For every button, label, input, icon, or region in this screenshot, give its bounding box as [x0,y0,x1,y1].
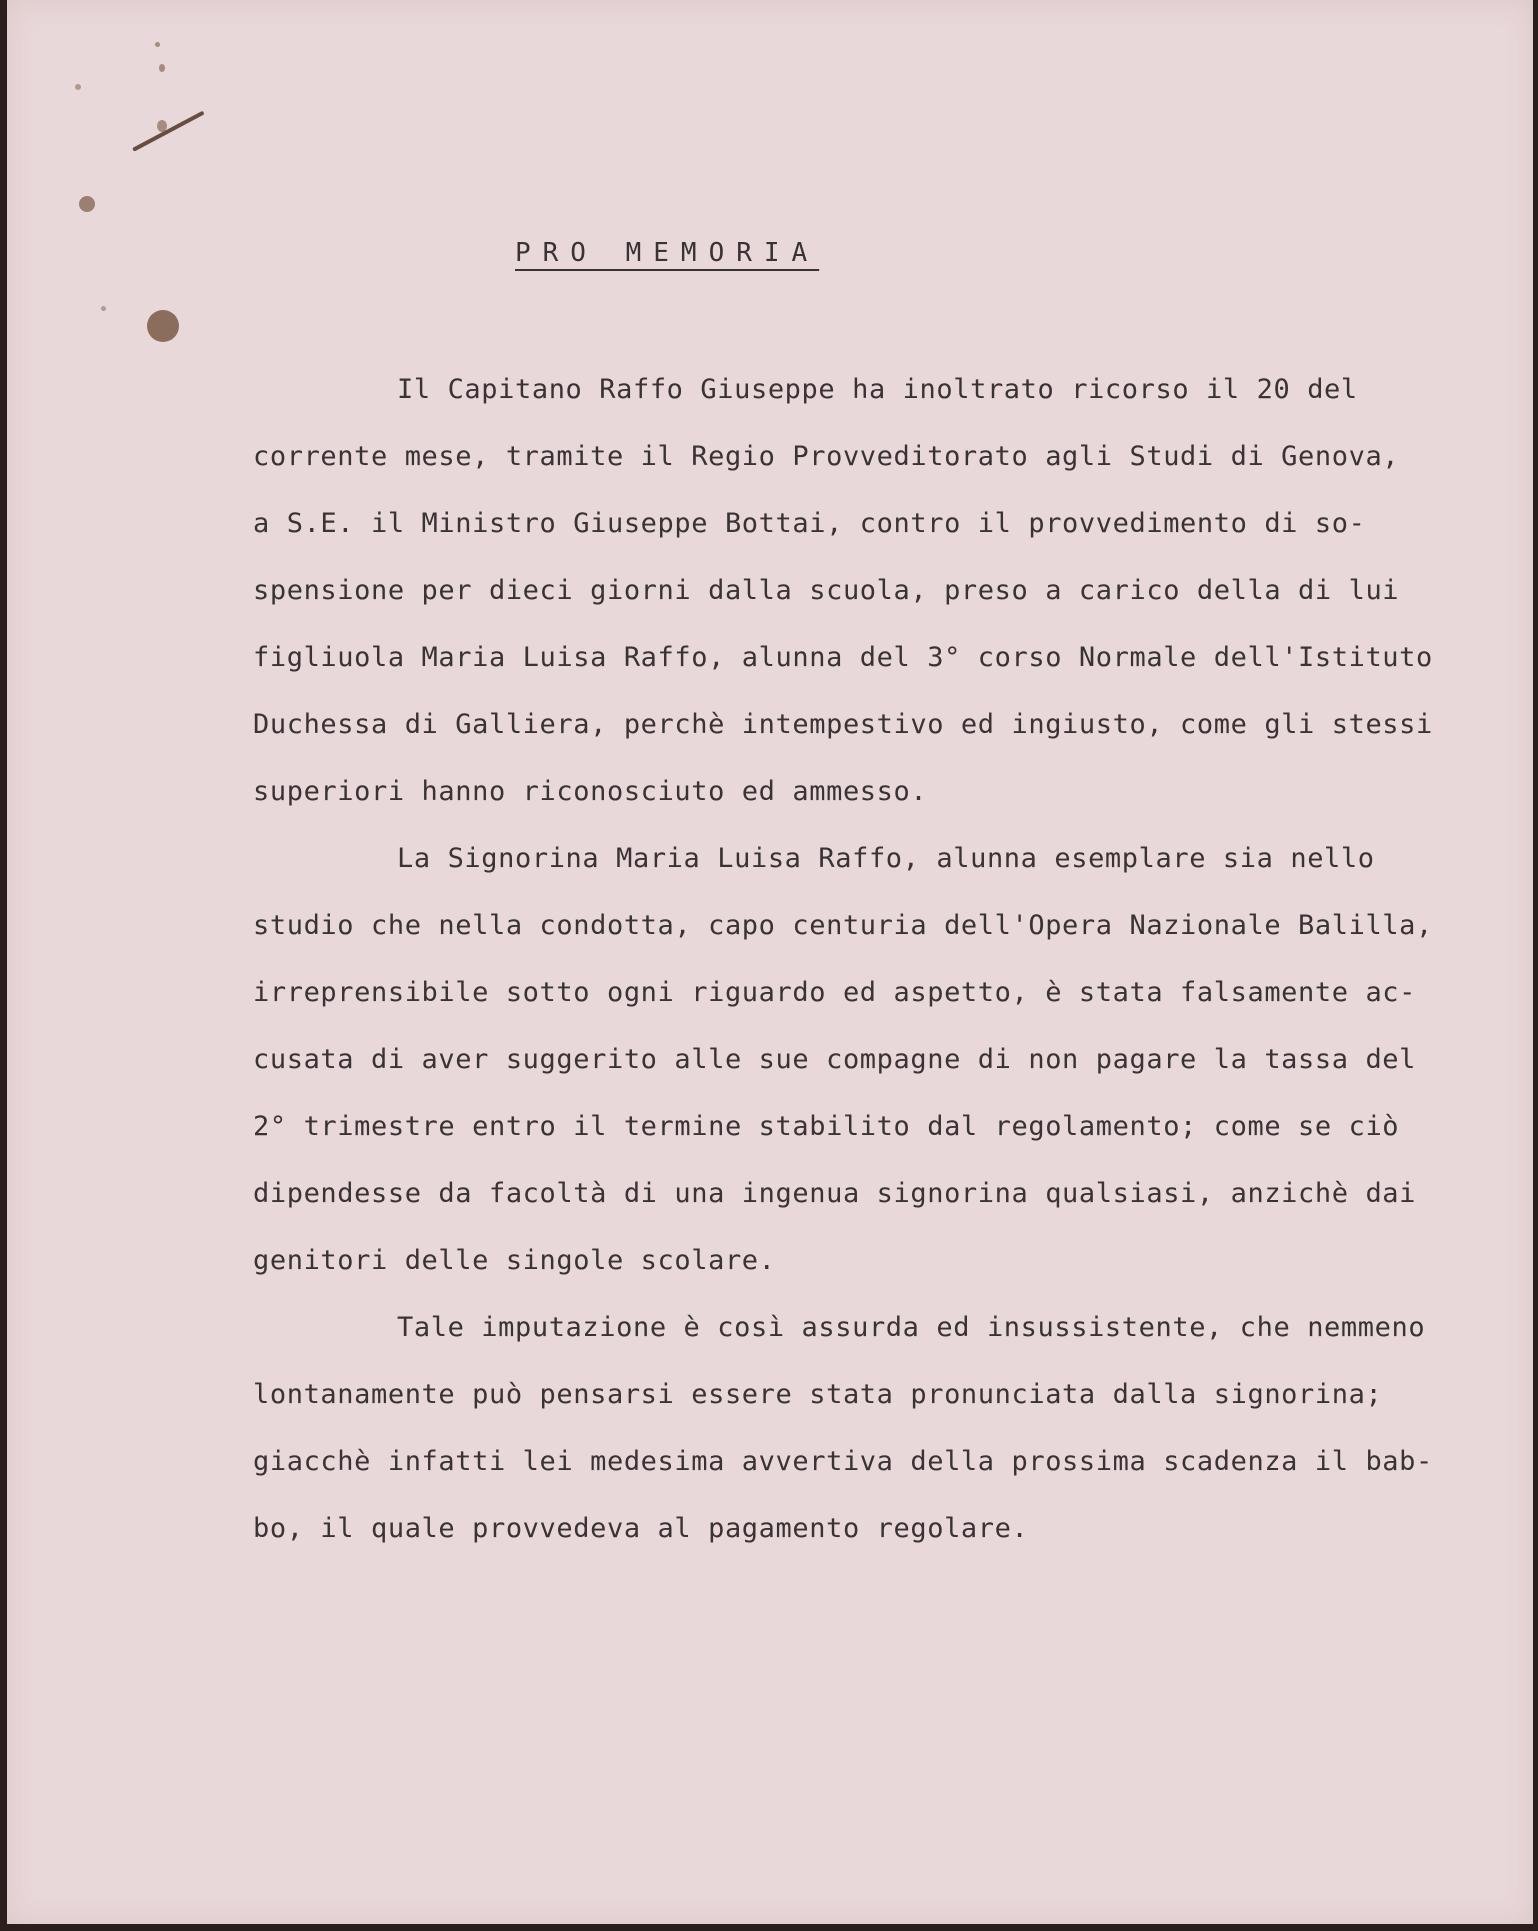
body-line: giacchè infatti lei medesima avvertiva della prossima scadenza il bab- [253,1446,1433,1477]
body-line: corrente mese, tramite il Regio Provveditorato agli Studi di Genova, [253,441,1400,472]
document-page [7,0,1533,1924]
body-line: bo, il quale provvedeva al pagamento regolare. [253,1513,1029,1544]
ink-spot [101,306,106,311]
body-line: spensione per dieci giorni dalla scuola, preso a carico della di lui [253,575,1400,606]
ink-spot [75,84,81,90]
body-line: 2° trimestre entro il termine stabilito dal regolamento; come se ciò [253,1111,1400,1142]
ink-spot [79,196,95,212]
body-line: cusata di aver suggerito alle sue compagne di non pagare la tassa del [253,1044,1417,1075]
body-line: a S.E. il Ministro Giuseppe Bottai, contro il provvedimento di so- [253,508,1366,539]
body-line: Il Capitano Raffo Giuseppe ha inoltrato ricorso il 20 del [397,374,1358,405]
ink-splash [132,111,205,152]
body-line: studio che nella condotta, capo centuria dell'Opera Nazionale Balilla, [253,910,1433,941]
ink-spot [155,42,160,47]
body-line: La Signorina Maria Luisa Raffo, alunna esemplare sia nello [397,843,1375,874]
ink-spot [159,64,165,72]
body-line: Tale imputazione è così assurda ed insussistente, che nemmeno [397,1312,1426,1343]
body-line: dipendesse da facoltà di una ingenua signorina qualsiasi, anzichè dai [253,1178,1417,1209]
body-line: lontanamente può pensarsi essere stata pronunciata dalla signorina; [253,1379,1383,1410]
body-line: Duchessa di Galliera, perchè intempestivo ed ingiusto, come gli stessi [253,709,1433,740]
body-line: genitori delle singole scolare. [253,1245,776,1276]
document-title: PRO MEMORIA [515,238,820,268]
ink-stain [147,310,179,342]
body-line: figliuola Maria Luisa Raffo, alunna del 3° corso Normale dell'Istituto [253,642,1433,673]
body-line: superiori hanno riconosciuto ed ammesso. [253,776,928,807]
body-line: irreprensibile sotto ogni riguardo ed aspetto, è stata falsamente ac- [253,977,1417,1008]
